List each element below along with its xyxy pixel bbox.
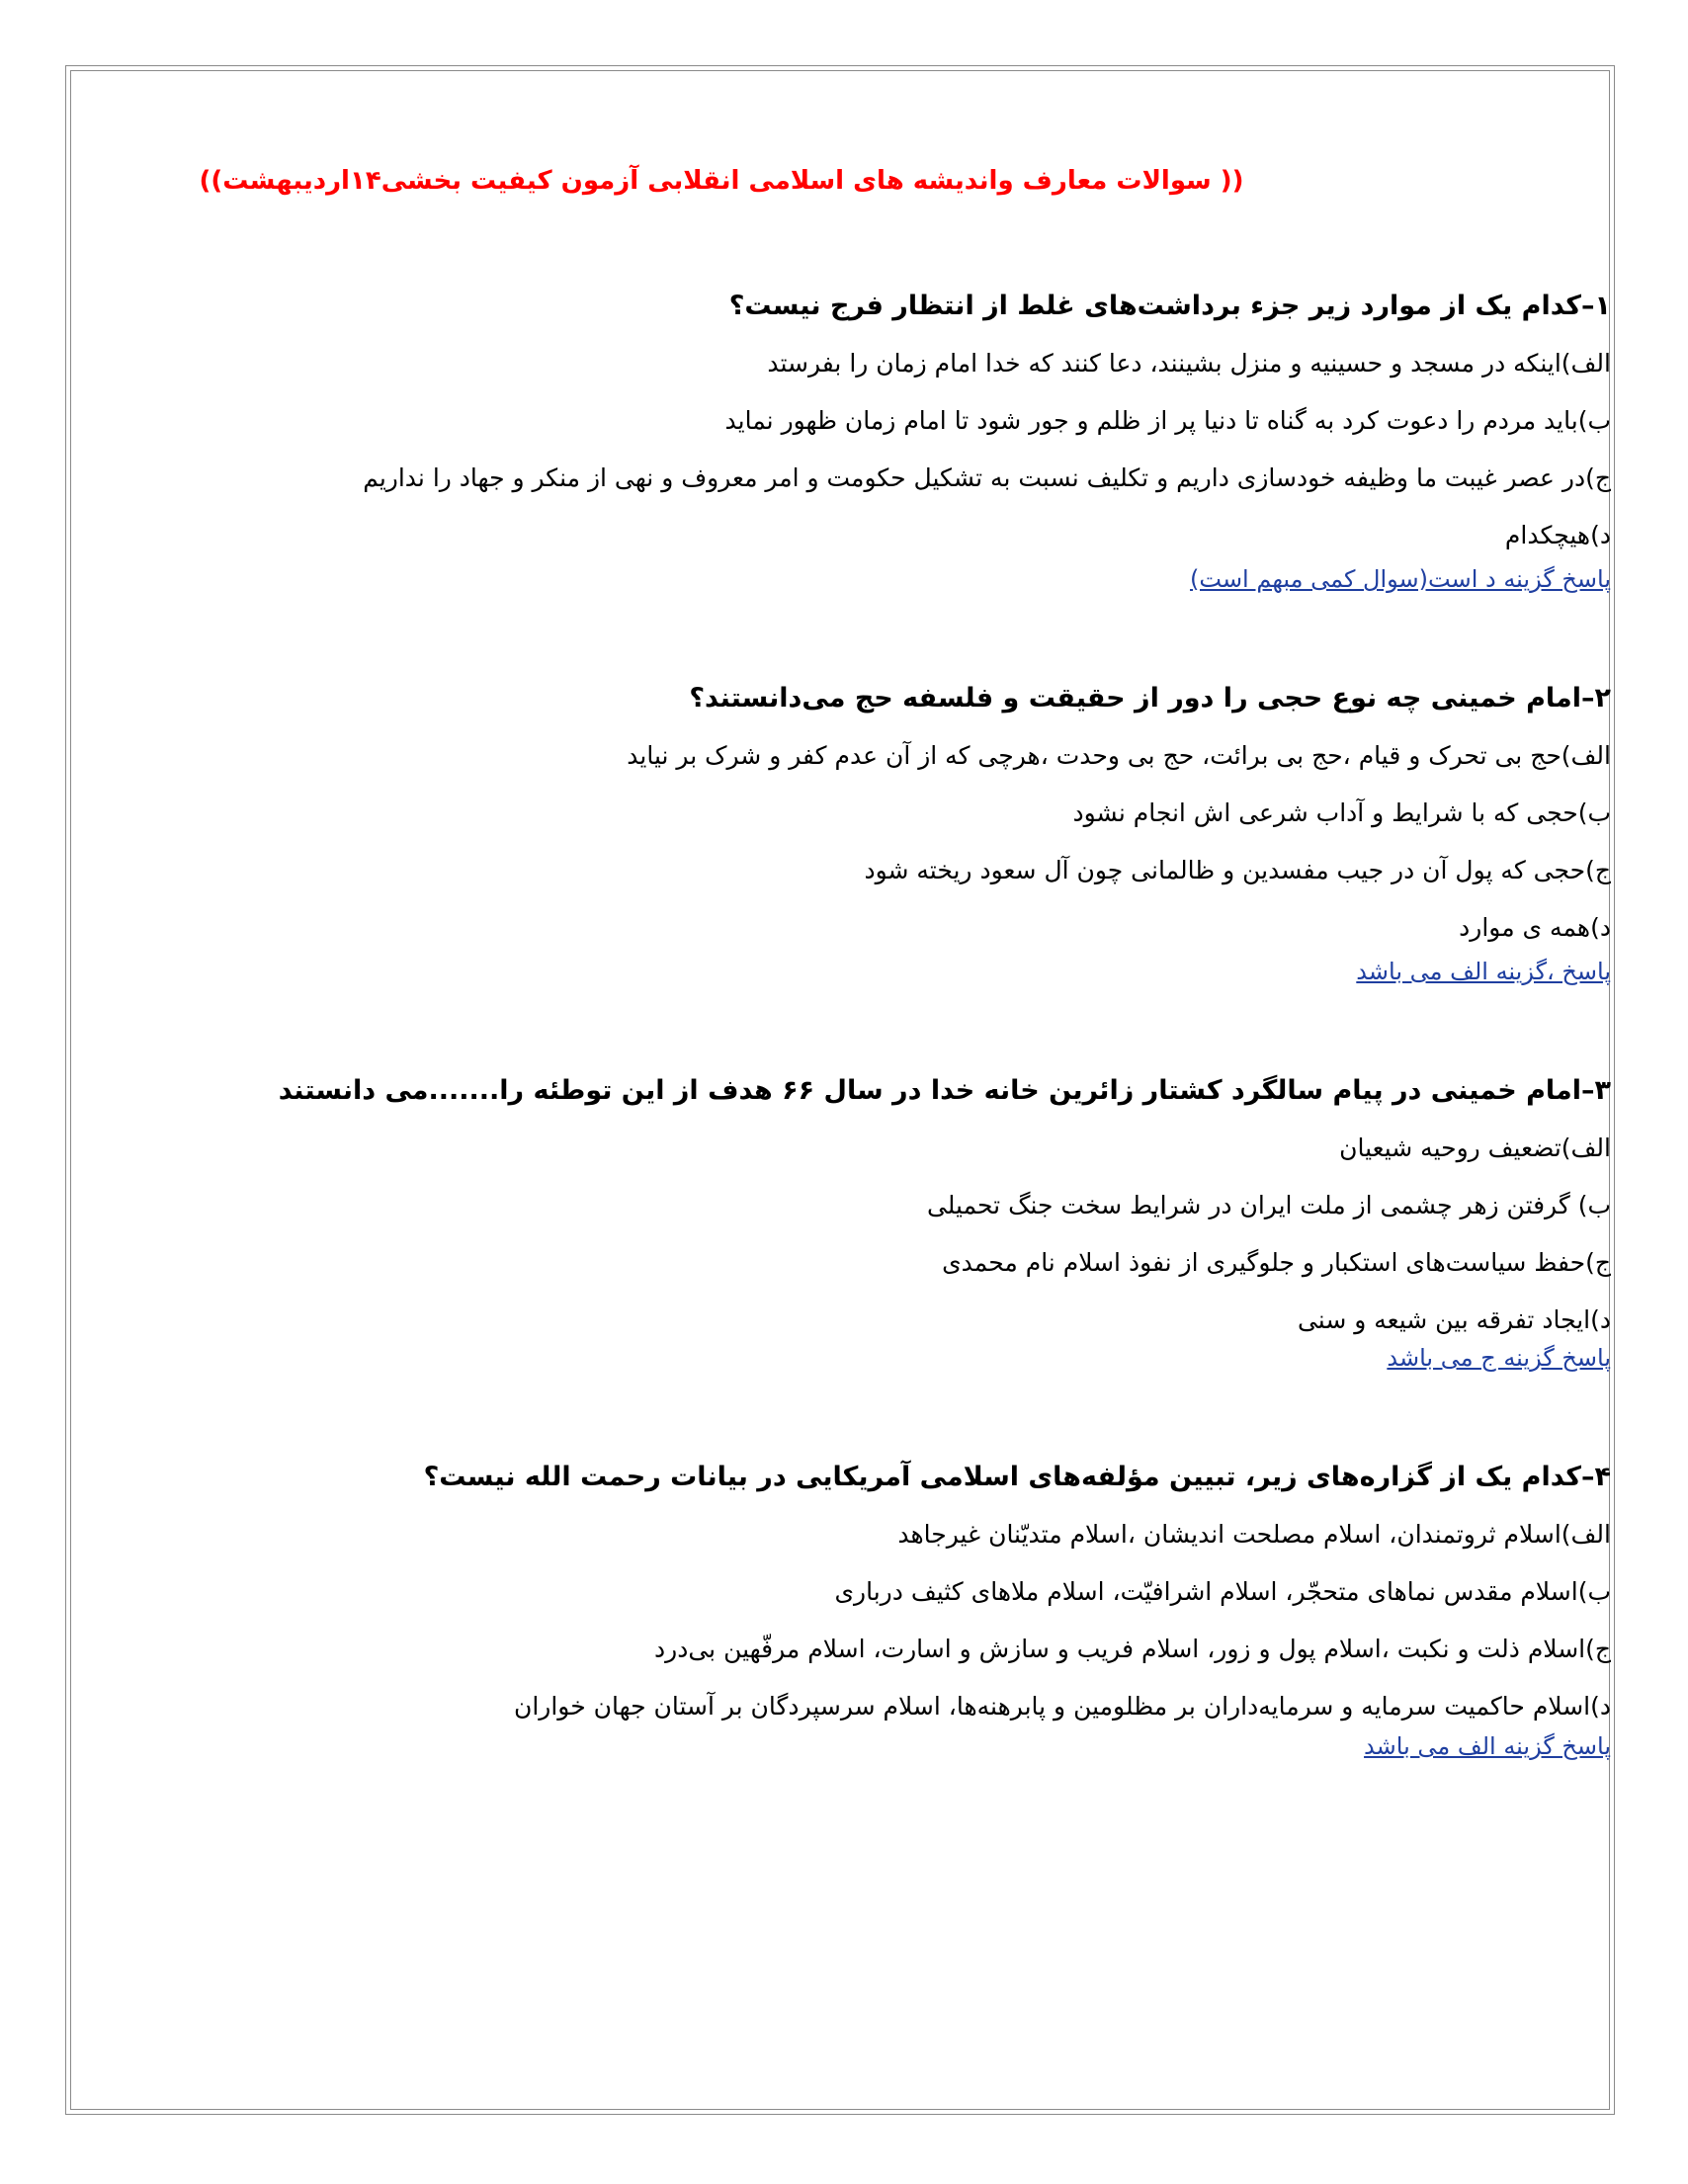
option-a: الف)تضعیف روحیه شیعیان (1339, 1134, 1611, 1162)
option-b: ب)اسلام مقدس نماهای متحجّر، اسلام اشرافیّت، اسلام ملاهای کثیف درباری (834, 1577, 1611, 1606)
option-b: ب) گرفتن زهر چشمی از ملت ایران در شرایط سخت جنگ تحمیلی (926, 1191, 1611, 1219)
question-stem: ۴–کدام یک از گزاره‌های زیر، تبیین مؤلفه‌های اسلامی آمریکایی در بیانات رحمت الله نیست؟ (423, 1462, 1611, 1492)
option-b: ب)حجی که با شرایط و آداب شرعی اش انجام نشود (1072, 798, 1611, 827)
question-stem: ۱–کدام یک از موارد زیر جزء برداشت‌های غلط از انتظار فرج نیست؟ (728, 291, 1611, 321)
option-d: د)همه ی موارد (1459, 913, 1611, 942)
option-c: ج)حجی که پول آن در جیب مفسدین و ظالمانی چون آل سعود ریخته شود (864, 856, 1611, 884)
answer-link[interactable]: پاسخ گزینه ج می باشد (1387, 1344, 1611, 1372)
option-c: ج)حفظ سیاست‌های استکبار و جلوگیری از نفوذ اسلام نام محمدی (942, 1248, 1611, 1277)
option-a: الف)حج بی تحرک و قیام ،حج بی برائت، حج بی وحدت ،هرچی که از آن عدم کفر و شرک بر نیاید (627, 741, 1611, 770)
question-1 (148, 287, 1611, 595)
answer-link[interactable]: پاسخ گزینه د است(سوال کمی مبهم است) (1190, 565, 1611, 593)
question-4 (148, 1458, 1611, 1762)
option-d: د)هیچکدام (1504, 521, 1611, 549)
option-d: د)ایجاد تفرقه بین شیعه و سنی (1297, 1305, 1611, 1334)
option-b: ب)باید مردم را دعوت کرد به گناه تا دنیا پر از ظلم و جور شود تا امام زمان ظهور نماید (724, 406, 1611, 435)
option-c: ج)در عصر غیبت ما وظیفه خودسازی داریم و تکلیف نسبت به تشکیل حکومت و امر معروف و نهی از منکر و جهاد را نداریم (363, 463, 1611, 492)
question-2 (148, 679, 1611, 987)
answer-link[interactable]: پاسخ گزینه الف می باشد (1364, 1732, 1611, 1760)
question-stem: ۲–امام خمینی چه نوع حجی را دور از حقیقت و فلسفه حج می‌دانستند؟ (689, 683, 1611, 714)
answer-link[interactable]: پاسخ ،گزینه الف می باشد (1356, 958, 1611, 985)
document-title: (( سوالات معارف واندیشه های اسلامی انقلابی آزمون کیفیت بخشی۱۴اردیبهشت)) (199, 166, 1244, 196)
option-a: الف)اسلام ثروتمندان، اسلام مصلحت اندیشان ،اسلام متدیّنان غیرجاهد (897, 1520, 1611, 1549)
option-a: الف)اینکه در مسجد و حسینیه و منزل بشینند، دعا کنند که خدا امام زمان را بفرستد (767, 349, 1611, 378)
option-c: ج)اسلام ذلت و نکبت ،اسلام پول و زور، اسلام فریب و سازش و اسارت، اسلام مرفّهین بی‌درد (654, 1635, 1611, 1663)
option-d: د)اسلام حاکمیت سرمایه و سرمایه‌داران بر مظلومین و پابرهنه‌ها، اسلام سرسپردگان بر آستان جهان خواران (513, 1692, 1611, 1721)
question-3 (148, 1071, 1611, 1374)
question-stem: ۳–امام خمینی در پیام سالگرد کشتار زائرین خانه خدا در سال ۶۶ هدف از این توطئه را.......می دانستند (278, 1075, 1611, 1106)
